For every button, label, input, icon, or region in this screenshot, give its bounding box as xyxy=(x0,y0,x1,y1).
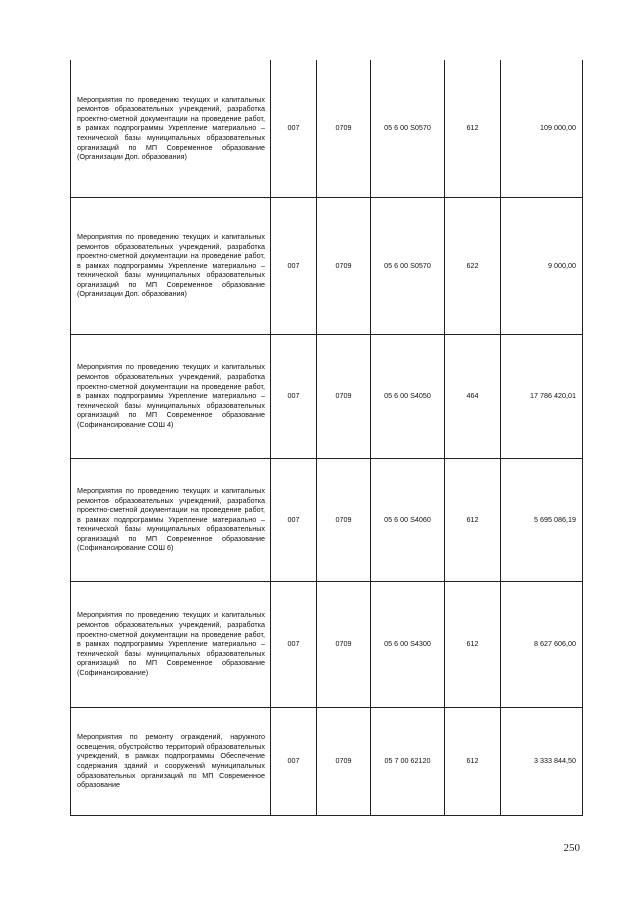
row-description: Мероприятия по проведению текущих и капитальных ремонтов образовательных учреждений, разработка проектно-сметной документации на проведение работ, в рамках подпрограммы Укрепление материально – технической базы муниципальных образовательных организаций по МП Современное образование (Организации Доп. образования) xyxy=(71,197,271,334)
expense-type-code: 464 xyxy=(445,334,501,458)
amount: 17 786 420,01 xyxy=(501,334,583,458)
ministry-code: 007 xyxy=(271,458,317,581)
expense-type-code: 622 xyxy=(445,197,501,334)
section-code: 0709 xyxy=(317,197,371,334)
table-row xyxy=(71,334,583,458)
expense-type-code: 612 xyxy=(445,458,501,581)
page-number: 250 xyxy=(563,842,580,854)
row-description: Мероприятия по проведению текущих и капитальных ремонтов образовательных учреждений, разработка проектно-сметной документации на проведение работ, в рамках подпрограммы Укрепление материально – технической базы муниципальных образовательных организаций по МП Современное образование (Софинансирование) xyxy=(71,581,271,707)
row-description: Мероприятия по проведению текущих и капитальных ремонтов образовательных учреждений, разработка проектно-сметной документации на проведение работ, в рамках подпрограммы Укрепление материально – технической базы муниципальных образовательных организаций по МП Современное образование (Софинансирование СОШ 6) xyxy=(71,458,271,581)
row-description: Мероприятия по проведению текущих и капитальных ремонтов образовательных учреждений, разработка проектно-сметной документации на проведение работ, в рамках подпрограммы Укрепление материально – технической базы муниципальных образовательных организаций по МП Современное образование (Организации Доп. образования) xyxy=(71,60,271,197)
amount: 8 627 606,00 xyxy=(501,581,583,707)
target-article-code: 05 6 00 S0570 xyxy=(371,60,445,197)
ministry-code: 007 xyxy=(271,581,317,707)
target-article-code: 05 6 00 S4300 xyxy=(371,581,445,707)
expense-type-code: 612 xyxy=(445,707,501,815)
amount: 9 000,00 xyxy=(501,197,583,334)
expense-type-code: 612 xyxy=(445,60,501,197)
table-row xyxy=(71,707,583,815)
section-code: 0709 xyxy=(317,334,371,458)
section-code: 0709 xyxy=(317,458,371,581)
table-row xyxy=(71,581,583,707)
ministry-code: 007 xyxy=(271,60,317,197)
amount: 5 695 086,19 xyxy=(501,458,583,581)
section-code: 0709 xyxy=(317,581,371,707)
expense-type-code: 612 xyxy=(445,581,501,707)
row-description: Мероприятия по ремонту ограждений, наружного освещения, обустройство территорий образовательных учреждений, в рамках подпрограммы Обеспечение содержания зданий и сооружений муниципальных образовательных организаций по МП Современное образование xyxy=(71,707,271,815)
table-row xyxy=(71,197,583,334)
row-description: Мероприятия по проведению текущих и капитальных ремонтов образовательных учреждений, разработка проектно-сметной документации на проведение работ, в рамках подпрограммы Укрепление материально – технической базы муниципальных образовательных организаций по МП Современное образование (Софинансирование СОШ 4) xyxy=(71,334,271,458)
budget-table xyxy=(70,60,583,816)
amount: 3 333 844,50 xyxy=(501,707,583,815)
section-code: 0709 xyxy=(317,60,371,197)
ministry-code: 007 xyxy=(271,197,317,334)
amount: 109 000,00 xyxy=(501,60,583,197)
target-article-code: 05 7 00 62120 xyxy=(371,707,445,815)
target-article-code: 05 6 00 S4060 xyxy=(371,458,445,581)
target-article-code: 05 6 00 S0570 xyxy=(371,197,445,334)
target-article-code: 05 6 00 S4050 xyxy=(371,334,445,458)
ministry-code: 007 xyxy=(271,334,317,458)
ministry-code: 007 xyxy=(271,707,317,815)
table-row xyxy=(71,458,583,581)
section-code: 0709 xyxy=(317,707,371,815)
table-row xyxy=(71,60,583,197)
